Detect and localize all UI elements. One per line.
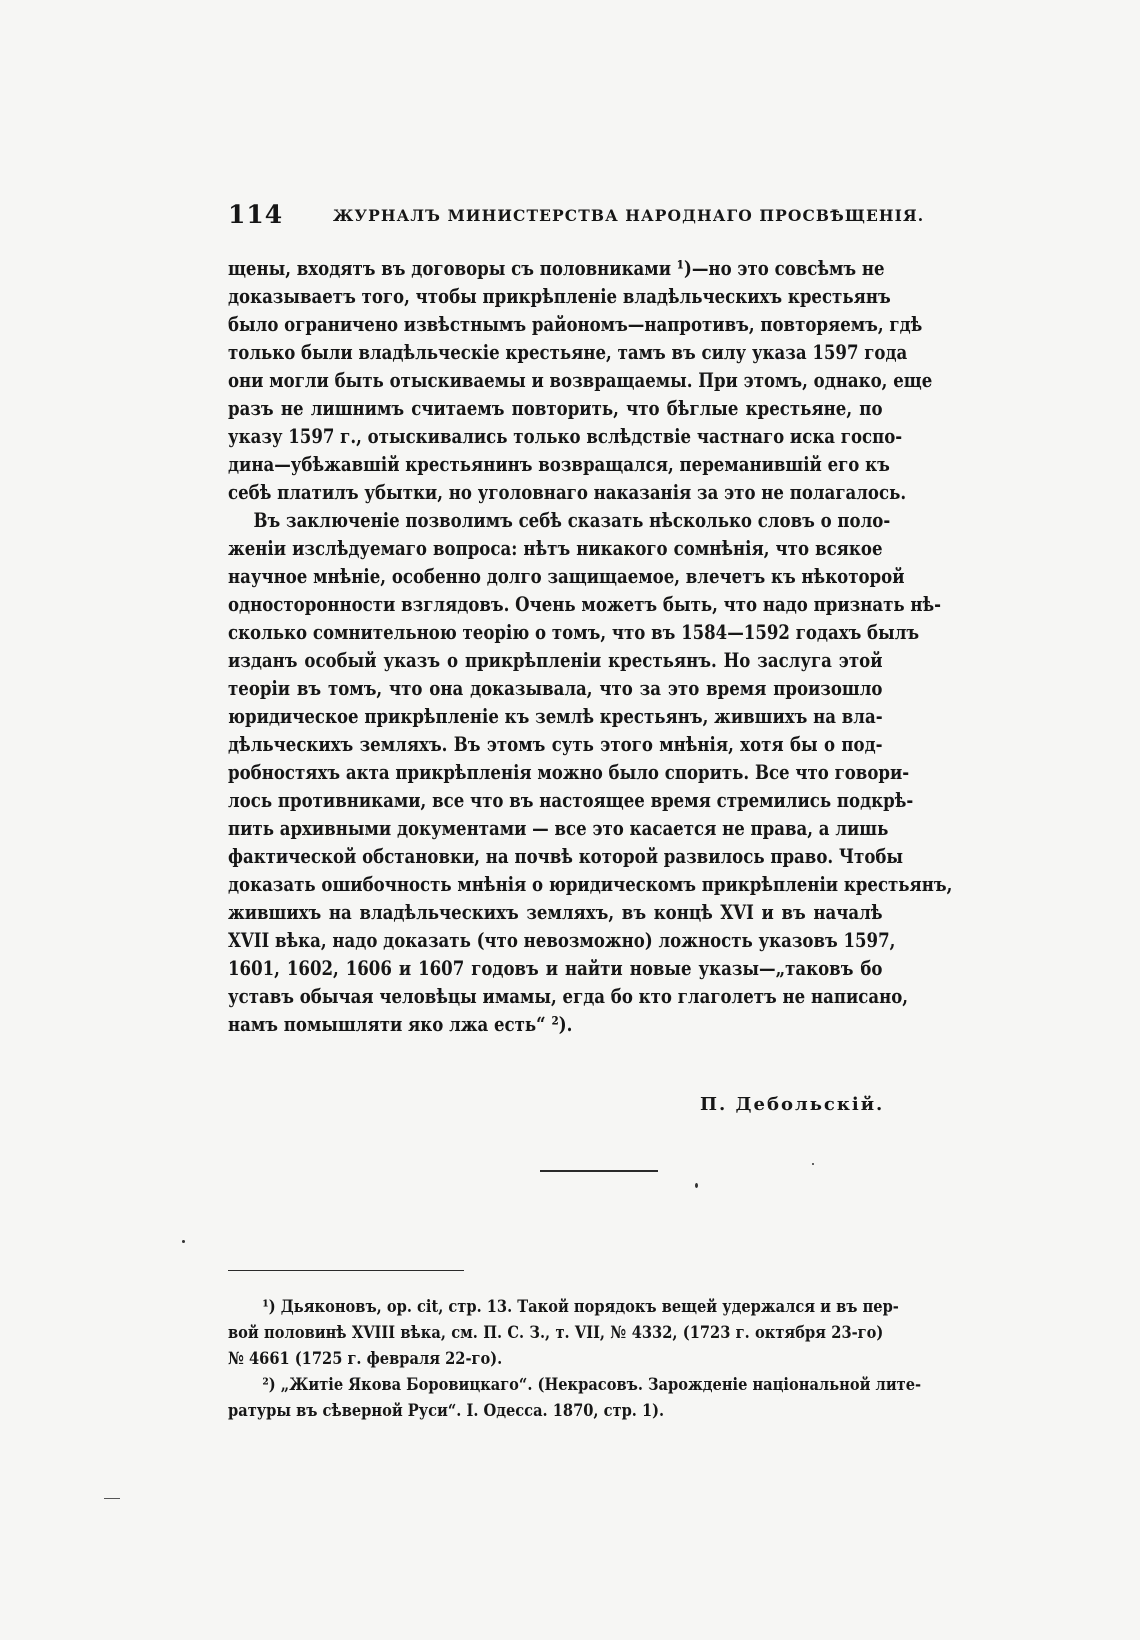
text-line: женіи изслѣдуемаго вопроса: нѣтъ никакого сомнѣнія, что всякое [228,537,883,560]
footnote-line: ¹) Дьяконовъ, op. cit, стр. 13. Такой порядокъ вещей удержался и въ пер- [262,1297,899,1317]
text-line: было ограничено извѣстнымъ райономъ—напротивъ, повторяемъ, гдѣ [228,313,923,336]
text-line: жившихъ на владѣльческихъ земляхъ, въ концѣ XVI и въ началѣ [228,901,883,924]
print-speck [812,1163,814,1165]
section-end-rule [540,1170,658,1172]
print-speck [104,1498,120,1499]
text-line: уставъ обычая человѣцы имамы, егда бо кто глаголетъ не написано, [228,985,909,1008]
text-line: они могли быть отыскиваемы и возвращаемы. При этомъ, однако, еще [228,369,933,392]
print-speck [182,1240,185,1243]
text-line: Въ заключеніе позволимъ себѣ сказать нѣсколько словъ о поло- [253,509,891,532]
text-line: робностяхъ акта прикрѣпленія можно было спорить. Все что говори- [228,761,910,784]
print-speck [695,1183,698,1188]
footnote-line: ²) „Житіе Якова Боровицкаго“. (Некрасовъ. Зарожденіе національной лите- [262,1375,922,1395]
text-line: фактической обстановки, на почвѣ которой развилось право. Чтобы [228,845,904,868]
author-signature: П. Дебольскій. [700,1094,885,1115]
footnote-rule [228,1270,464,1271]
footnote-line: № 4661 (1725 г. февраля 22-го). [228,1349,503,1369]
text-line: дѣльческихъ земляхъ. Въ этомъ суть этого мнѣнія, хотя бы о под- [228,733,883,756]
text-line: лось противниками, все что въ настоящее время стремились подкрѣ- [228,789,914,812]
text-line: разъ не лишнимъ считаемъ повторить, что бѣглые крестьяне, по [228,397,883,420]
page-number: 114 [228,200,284,229]
footnote-line: ратуры въ сѣверной Руси“. I. Одесса. 1870, стр. 1). [228,1401,665,1421]
text-line: теоріи въ томъ, что она доказывала, что за это время произошло [228,677,883,700]
text-line: изданъ особый указъ о прикрѣпленіи крестьянъ. Но заслуга этой [228,649,883,672]
text-line: щены, входятъ въ договоры съ половниками ¹)—но это совсѣмъ не [228,257,885,280]
text-line: XVII вѣка, надо доказать (что невозможно) ложность указовъ 1597, [228,929,896,952]
page-header [228,200,925,232]
text-line: юридическое прикрѣпленіе къ землѣ крестьянъ, жившихъ на вла- [228,705,883,728]
text-line: доказываетъ того, чтобы прикрѣпленіе владѣльческихъ крестьянъ [228,285,891,308]
text-line: себѣ платилъ убытки, но уголовнаго наказанія за это не полагалось. [228,481,907,504]
footnotes [228,1294,968,1424]
text-line: пить архивными документами — все это касается не права, а лишь [228,817,889,840]
text-line: дина—убѣжавшій крестьянинъ возвращался, переманившій его къ [228,453,890,476]
footnote-line: вой половинѣ XVIII вѣка, см. П. С. З., т. VII, № 4332, (1723 г. октября 23-го) [228,1323,884,1343]
text-line: намъ помышляти яко лжа есть“ ²). [228,1013,573,1036]
text-line: односторонности взглядовъ. Очень можетъ быть, что надо признать нѣ- [228,593,942,616]
text-line: указу 1597 г., отыскивались только вслѣдствіе частнаго иска госпо- [228,425,903,448]
text-line: доказать ошибочность мнѣнія о юридическомъ прикрѣпленіи крестьянъ, [228,873,953,896]
text-line: научное мнѣніе, особенно долго защищаемое, влечетъ къ нѣкоторой [228,565,905,588]
text-line: только были владѣльческіе крестьяне, тамъ въ силу указа 1597 года [228,341,908,364]
running-title: ЖУРНАЛЪ МИНИСТЕРСТВА НАРОДНАГО ПРОСВѢЩЕНІЯ. [333,206,925,225]
text-line: 1601, 1602, 1606 и 1607 годовъ и найти новые указы—„таковъ бо [228,957,883,980]
text-line: сколько сомнительною теорію о томъ, что въ 1584—1592 годахъ былъ [228,621,920,644]
body-text [228,255,968,1039]
